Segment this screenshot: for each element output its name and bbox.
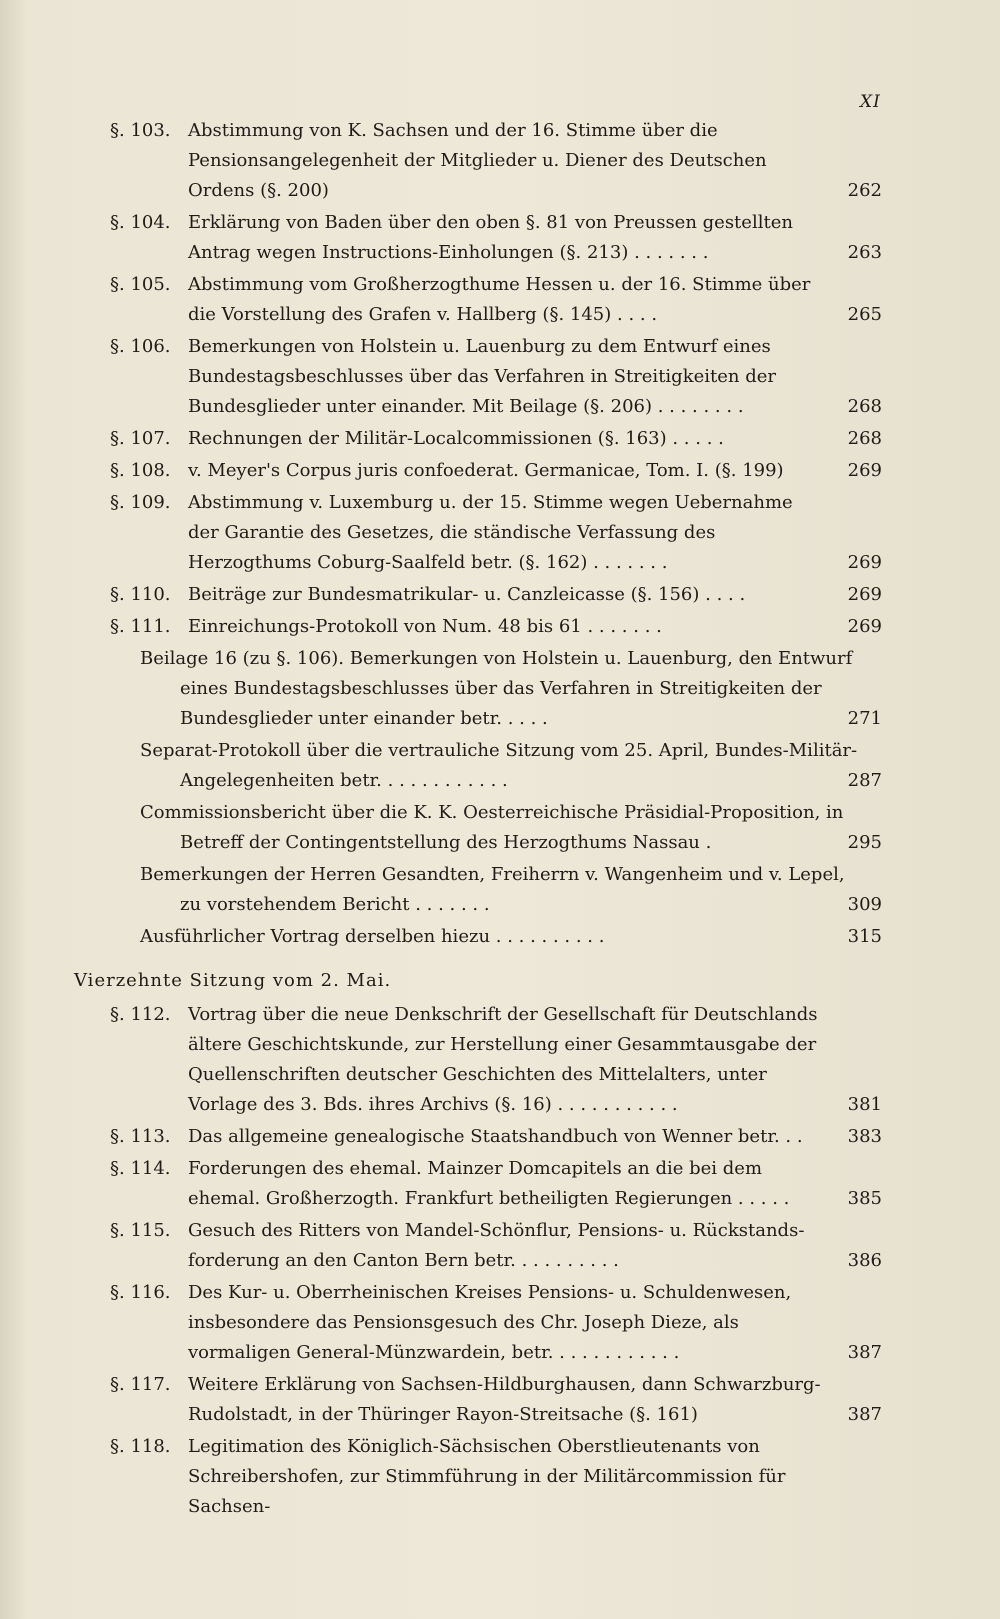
entry-text: Das allgemeine genealogische Staatshandbuch von Wenner betr. . . — [188, 1126, 803, 1147]
entry-page: 265 — [847, 304, 882, 325]
toc-entry — [0, 1432, 1000, 1522]
entry-text: Beilage 16 (zu §. 106). Bemerkungen von Holstein u. Lauenburg, den Entwurf eines Bundestagsbeschlusses über das Verfahren in Streitigkeiten der Bundesglieder unter einander betr. . . . . — [140, 648, 853, 729]
entry-text: Legitimation des Königlich-Sächsischen Oberstlieutenants von Schreibershofen, zur Stimmführung in der Militärcommission für Sachsen- — [188, 1436, 786, 1517]
entry-page: 386 — [847, 1250, 882, 1271]
entry-text: Bemerkungen der Herren Gesandten, Freiherrn v. Wangenheim und v. Lepel, zu vorstehendem Bericht . . . . . . . — [140, 864, 845, 915]
entry-text: Weitere Erklärung von Sachsen-Hildburghausen, dann Schwarzburg-Rudolstadt, in der Thüringer Rayon-Streitsache (§. 161) — [188, 1374, 821, 1425]
entry-number: §. 117. — [110, 1374, 171, 1395]
entry-text: Bemerkungen von Holstein u. Lauenburg zu dem Entwurf eines Bundestagsbeschlusses über das Verfahren in Streitigkeiten der Bundesglieder unter einander. Mit Beilage (§. 206) . . . . . . . . — [188, 336, 776, 417]
toc-entry — [0, 1154, 1000, 1214]
toc-sub-entry — [0, 798, 1000, 858]
toc-entry — [0, 332, 1000, 422]
entry-number: §. 110. — [110, 584, 171, 605]
entry-number: §. 108. — [110, 460, 171, 481]
toc-entry — [0, 1000, 1000, 1120]
entry-number: §. 107. — [110, 428, 171, 449]
entry-page: 268 — [847, 428, 882, 449]
entry-number: §. 111. — [110, 616, 171, 637]
entry-text: Abstimmung v. Luxemburg u. der 15. Stimme wegen Uebernahme der Garantie des Gesetzes, die ständische Verfassung des Herzogthums Coburg-Saalfeld betr. (§. 162) . . . . . . . — [188, 492, 793, 573]
entry-number: §. 118. — [110, 1436, 171, 1457]
toc-entry — [0, 1278, 1000, 1368]
toc-entry — [0, 208, 1000, 268]
entry-text: Separat-Protokoll über die vertrauliche Sitzung vom 25. April, Bundes-Militär-Angelegenheiten betr. . . . . . . . . . . . — [140, 740, 858, 791]
toc-entry — [0, 612, 1000, 642]
entry-text: Beiträge zur Bundesmatrikular- u. Canzleicasse (§. 156) . . . . — [188, 584, 746, 605]
entry-page: 263 — [847, 242, 882, 263]
entry-text: Des Kur- u. Oberrheinischen Kreises Pensions- u. Schuldenwesen, insbesondere das Pensionsgesuch des Chr. Joseph Dieze, als vormaligen General-Münzwardein, betr. . . . . . . . . . . . — [188, 1282, 792, 1363]
entry-text: Erklärung von Baden über den oben §. 81 von Preussen gestellten Antrag wegen Instructions-Einholungen (§. 213) . . . . . . . — [188, 212, 793, 263]
toc-entry — [0, 488, 1000, 578]
entry-number: §. 115. — [110, 1220, 171, 1241]
entry-number: §. 113. — [110, 1126, 171, 1147]
entry-number: §. 103. — [110, 120, 171, 141]
entry-text: Abstimmung von K. Sachsen und der 16. Stimme über die Pensionsangelegenheit der Mitglieder u. Diener des Deutschen Ordens (§. 200) — [188, 120, 767, 201]
toc-entry — [0, 1216, 1000, 1276]
entry-text: Gesuch des Ritters von Mandel-Schönflur, Pensions- u. Rückstands-forderung an den Canton Bern betr. . . . . . . . . . — [188, 1220, 805, 1271]
toc-entry — [0, 270, 1000, 330]
entry-number: §. 114. — [110, 1158, 171, 1179]
entry-page: 287 — [847, 770, 882, 791]
entry-page: 269 — [847, 552, 882, 573]
entry-page: 387 — [847, 1404, 882, 1425]
toc-entry — [0, 116, 1000, 206]
entry-page: 295 — [847, 832, 882, 853]
entry-number: §. 105. — [110, 274, 171, 295]
entry-number: §. 112. — [110, 1004, 171, 1025]
entry-text: Rechnungen der Militär-Localcommissionen (§. 163) . . . . . — [188, 428, 724, 449]
entry-number: §. 106. — [110, 336, 171, 357]
toc-sub-entry — [0, 922, 1000, 952]
entry-page: 268 — [847, 396, 882, 417]
toc-entry — [0, 580, 1000, 610]
entry-page: 269 — [847, 616, 882, 637]
entry-text: Forderungen des ehemal. Mainzer Domcapitels an die bei dem ehemal. Großherzogth. Frankfurt betheiligten Regierungen . . . . . — [188, 1158, 790, 1209]
toc-entry — [0, 424, 1000, 454]
entry-page: 262 — [847, 180, 882, 201]
page-number: XI — [860, 92, 881, 112]
toc-sub-entry — [0, 736, 1000, 796]
entry-text: Ausführlicher Vortrag derselben hiezu . . . . . . . . . . — [140, 926, 605, 947]
table-of-contents — [0, 116, 1000, 1524]
entry-page: 383 — [847, 1126, 882, 1147]
entry-text: Commissionsbericht über die K. K. Oesterreichische Präsidial-Proposition, in Betreff der Contingentstellung des Herzogthums Nassau . — [140, 802, 844, 853]
entry-number: §. 116. — [110, 1282, 171, 1303]
entry-text: Einreichungs-Protokoll von Num. 48 bis 61 . . . . . . . — [188, 616, 662, 637]
entry-page: 385 — [847, 1188, 882, 1209]
entry-page: 381 — [847, 1094, 882, 1115]
toc-entry — [0, 1122, 1000, 1152]
entry-text: Abstimmung vom Großherzogthume Hessen u. der 16. Stimme über die Vorstellung des Grafen v. Hallberg (§. 145) . . . . — [188, 274, 811, 325]
entry-page: 309 — [847, 894, 882, 915]
toc-sub-entry — [0, 860, 1000, 920]
entry-number: §. 104. — [110, 212, 171, 233]
entry-page: 269 — [847, 584, 882, 605]
entry-text: v. Meyer's Corpus juris confoederat. Germanicae, Tom. I. (§. 199) — [188, 460, 784, 481]
entry-page: 387 — [847, 1342, 882, 1363]
toc-sub-entry — [0, 644, 1000, 734]
entry-text: Vortrag über die neue Denkschrift der Gesellschaft für Deutschlands ältere Geschichtskunde, zur Herstellung einer Gesammtausgabe der Quellenschriften deutscher Geschichten des Mittelalters, unter Vorlage des 3. Bds. ihres Archivs (§. 16) . . . . . . . . . . . — [188, 1004, 818, 1115]
toc-entry — [0, 1370, 1000, 1430]
toc-entry — [0, 456, 1000, 486]
section-heading: Vierzehnte Sitzung vom 2. Mai. — [74, 970, 392, 991]
entry-page: 269 — [847, 460, 882, 481]
entry-page: 271 — [847, 708, 882, 729]
entry-page: 315 — [847, 926, 882, 947]
entry-number: §. 109. — [110, 492, 171, 513]
